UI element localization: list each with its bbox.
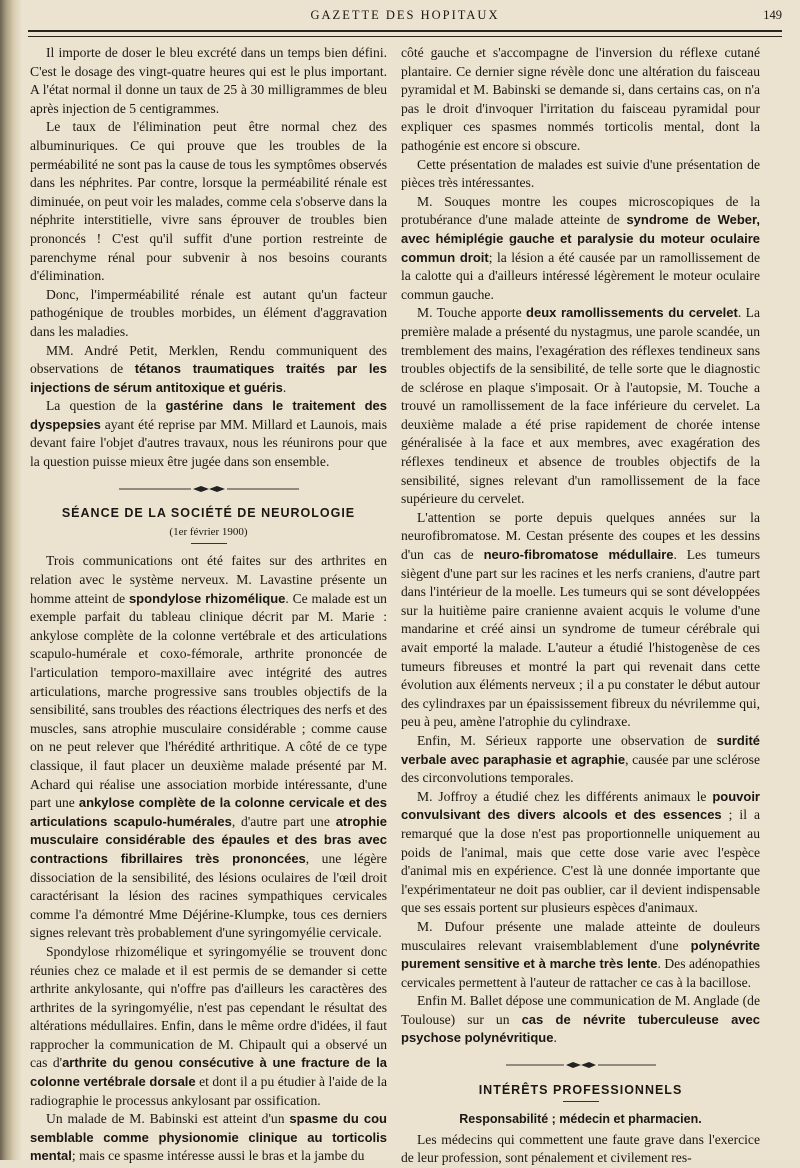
- bold-term: polynévrite purement sensitive et à marche très lente: [401, 937, 760, 972]
- paragraph: [30, 1110, 387, 1166]
- paragraph: [30, 397, 387, 471]
- text-run: Spondylose rhizomélique et syringomyélie se trouvent donc réunies chez ce malade et il est permis de se demander si cette arthrite ankylosante, qui n'offre pas d'ailleurs les caractères des arthrites de la syringomyélie, n'est pas cependant le résultat des altérations médullaires. Enfin, dans le même ordre d'idées, il faut rapprocher la communication de M. Chipault qui a observé un cas d': [30, 943, 387, 1071]
- paragraph: Le taux de l'élimination peut être normal chez des albuminuriques. Ce qui prouve que les troubles de la perméabilité ne sont pas la cause de tous les symptômes observés dans les néphrites. Par contre, lorsque la perméabilité rénale est diminuée, on peut voir les malades, comme cela s'observe dans la néphrite interstitielle, vivre sans éprouver de troubles bien prononcés ! C'est qu'il suffit d'une portion restreinte de parenchyme rénal pour subvenir à nos besoins courants d'élimination.: [30, 119, 387, 284]
- page-number: 149: [763, 8, 782, 22]
- paragraph: [401, 509, 760, 732]
- section-title: INTÉRÊTS PROFESSIONNELS: [478, 1082, 683, 1097]
- section-divider: [401, 1056, 760, 1075]
- section-title: SÉANCE DE LA SOCIÉTÉ DE NEUROLOGIE: [61, 506, 356, 521]
- paragraph: [30, 943, 387, 1110]
- text-run: et dont il a pu étudier à l'aide de la radiographie le processus ankylosant par ossification.: [30, 1074, 387, 1108]
- bold-term: surdité verbale avec paraphasie et agraphie: [401, 732, 760, 767]
- text-run: .: [282, 379, 287, 395]
- text-run: . Des adénopathies cervicales permettent à l'auteur de rattacher ce cas à la bacillose.: [401, 956, 760, 990]
- section-divider: [30, 480, 387, 499]
- text-run: La question de la: [46, 398, 166, 414]
- paragraph: Il importe de doser le bleu excrété dans un temps bien défini. C'est le dosage des vingt-quatre heures qui est le plus important. A l'état normal il donne un taux de 25 à 30 milligrammes de bleu après injection de 5 centigrammes.: [30, 45, 387, 116]
- text-run: , d'autre part une: [231, 813, 336, 829]
- paragraph: [401, 304, 760, 509]
- text-run: Un malade de M. Babinski est atteint d'un: [46, 1111, 290, 1127]
- paragraph: côté gauche et s'accompagne de l'inversion du réflexe cutané plantaire. Ce dernier signe révèle donc une altération du faisceau pyramidal et M. Babinski se demande si, dans certains cas, on n'a pas le droit d'invoquer l'irritation du faisceau pyramidal pour expliquer ces spasmes nommés torticolis mental, dont la pathogénie est encore si obscure.: [401, 45, 760, 153]
- text-run: ; mais ce spasme intéresse aussi le bras et la jambe du: [71, 1148, 365, 1164]
- section-date: (1er février 1900): [169, 525, 248, 538]
- short-rule: [191, 543, 227, 544]
- paragraph: [401, 732, 760, 788]
- bold-term: cas de névrite tuberculeuse avec psychose polynévritique: [401, 1011, 760, 1046]
- text-run: M. Joffroy a étudié chez les différents animaux le: [417, 788, 713, 804]
- paragraph: [401, 788, 760, 918]
- bold-term: arthrite du genou consécutive à une fracture de la colonne vertébrale dorsale: [30, 1055, 387, 1090]
- text-run: L'attention se porte depuis quelques années sur la neurofibromatose. M. Cestan présente des coupes et les dessins d'un cas de: [401, 509, 760, 563]
- text-run: M. Souques montre les coupes microscopiques de la protubérance d'une malade atteinte de: [401, 193, 760, 228]
- paragraph: Cette présentation de malades est suivie d'une présentation de pièces très intéressantes.: [401, 156, 760, 191]
- bold-term: syndrome de Weber, avec hémiplégie gauche et paralysie du moteur oculaire commun droit: [401, 212, 760, 265]
- bold-term: neuro-fibromatose médullaire: [483, 547, 674, 563]
- bold-term: atrophie musculaire considérable des épaules et des bras avec contractions fibrillaires très prononcées: [30, 813, 387, 866]
- text-run: MM. André Petit, Merklen, Rendu communiquent des observations de: [30, 342, 387, 377]
- bold-term: gastérine dans le traitement des dyspepsies: [30, 398, 388, 432]
- paragraph: Donc, l'imperméabilité rénale est autant qu'un facteur pathogénique de troubles morbides, un élément d'aggravation dans les maladies.: [30, 286, 387, 339]
- bold-term: deux ramollissements du cervelet: [526, 305, 738, 321]
- text-run: , causée par une sclérose des circonvolutions temporales.: [401, 751, 760, 786]
- text-run: M. Touche apporte: [417, 305, 527, 321]
- header-rule: [28, 30, 782, 37]
- text-run: . Ce malade est un exemple parfait du tableau clinique décrit par M. Marie : ankylose complète de la colonne vertébrale et des articulations scapulo-humérale et coxo-fémorale, arthrite prononcée de l'articulation temporo-maxillaire avec intégrité des autres articulations, marche progressive sans troubles objectifs de la sensibilité, sans troubles des réactions électriques des nerfs et des muscles, sans atrophie musculaire considérable ; comme cause on ne peut relever que l'hérédité arthritique. A côté de ce type classique, il faut placer un deuxième malade présenté par M. Achard qui réalise une association morbide intéressante, d'une part une: [30, 590, 387, 811]
- paragraph: [30, 552, 387, 942]
- subheading: Responsabilité ; médecin et pharmacien.: [459, 1112, 702, 1127]
- text-run: M. Dufour présente une malade atteinte de douleurs musculaires relevant vraisemblablement d'une: [401, 918, 760, 953]
- right-column: [401, 44, 760, 1168]
- text-run: . Les tumeurs siègent d'une part sur les racines et les nerfs craniens, d'autre part dans l'intérieur de la moelle. Les tumeurs qui se sont développées sur la huitième paire cranienne avaient acquis le volume d'une mandarine et créé ainsi un syndrome de tumeur cérébrale qui avait emporté la malade. L'auteur a étudié l'histogenèse de ces tumeurs fibreuses et montré la part qui revenait dans cette évolution aux éléments nerveux ; il a pu constater le début autour des cylindraxes par un épaississement fibreux du névrilemme qui, peu à peu, amène l'atrophie du cylindraxe.: [401, 547, 760, 730]
- page-binding-shadow: [0, 0, 22, 1160]
- text-run: Trois communications ont été faites sur des arthrites en relation avec le système nerveux. M. Lavastine présente un homme atteint de: [30, 553, 387, 606]
- short-rule: [563, 1101, 599, 1102]
- paragraph: [30, 342, 387, 398]
- bold-term: tétanos traumatiques traités par les injections de sérum antitoxique et guéris: [30, 361, 387, 395]
- ornament-rule-icon: [506, 1061, 656, 1069]
- journal-title: GAZETTE DES HOPITAUX: [310, 8, 500, 22]
- text-run: ; il a remarqué que la dose n'est pas proportionnelle uniquement au poids de l'animal, mais que cette dose varie avec l'espèce d'animal mis en expérience. C'est là une donnée importante que l'expérimentateur ne doit pas oublier, car il devient indispensable que ses essais portent sur plusieurs espèces d'animaux.: [401, 807, 760, 916]
- page-header: [28, 4, 782, 26]
- text-run: ayant été reprise par MM. Millard et Launois, mais devant faire l'objet d'autres travaux, nous les réunirons pour que la question puisse mieux être jugée dans son ensemble.: [30, 416, 387, 470]
- paragraph: [401, 918, 760, 992]
- bold-term: ankylose complète de la colonne cervicale et des articulations scapulo-humérales: [30, 795, 388, 829]
- text-run: .: [553, 1030, 557, 1046]
- text-run: . La première malade a présenté du nystagmus, une parole scandée, un tremblement des mains, l'exagération des réflexes tendineux sans troubles objectifs de la sensibilité, de telle sorte que le diagnostic de sclérose en plaque s'imposait. Or à l'autopsie, M. Touche a trouvé un ramollissement de la face inférieure du cervelet. La deuxième malade a été prise rapidement de chorée intense généralisée à la face et aux membres, avec exagération des réflexes tendineux et absence de troubles objectifs de la sensibilité, signes relevant d'un ramollissement de la face supérieure du cervelet.: [401, 305, 760, 507]
- text-run: ; la lésion a été causée par un ramollissement de la calotte qui a d'ailleurs intéressé légèrement le moteur oculaire commun gauche.: [401, 249, 760, 302]
- paragraph: Les médecins qui commettent une faute grave dans l'exercice de leur profession, sont pénalement et civilement res-: [401, 1131, 760, 1166]
- text-run: Enfin M. Ballet dépose une communication de M. Anglade (de Toulouse) sur un: [401, 993, 760, 1027]
- bold-term: spondylose rhizomélique: [128, 590, 286, 606]
- bold-term: spasme du cou semblable comme physionomie clinique au torticolis mental: [30, 1111, 387, 1164]
- bold-term: pouvoir convulsivant des divers alcools et des essences: [401, 788, 760, 823]
- paragraph: [401, 992, 760, 1048]
- left-column: [30, 44, 387, 1166]
- paragraph: [401, 193, 760, 305]
- text-run: , une légère dissociation de la sensibilité, des lésions oculaires de l'œil droit caractérisant la lésion des racines sympathiques cervicales comme l'a démontré Mme Déjérine-Klumpke, tous ces derniers signes relevant très probablement d'une syringomyélie cervicale.: [30, 850, 387, 941]
- ornament-rule-icon: [119, 485, 299, 493]
- text-run: Enfin, M. Sérieux rapporte une observation de: [417, 732, 717, 748]
